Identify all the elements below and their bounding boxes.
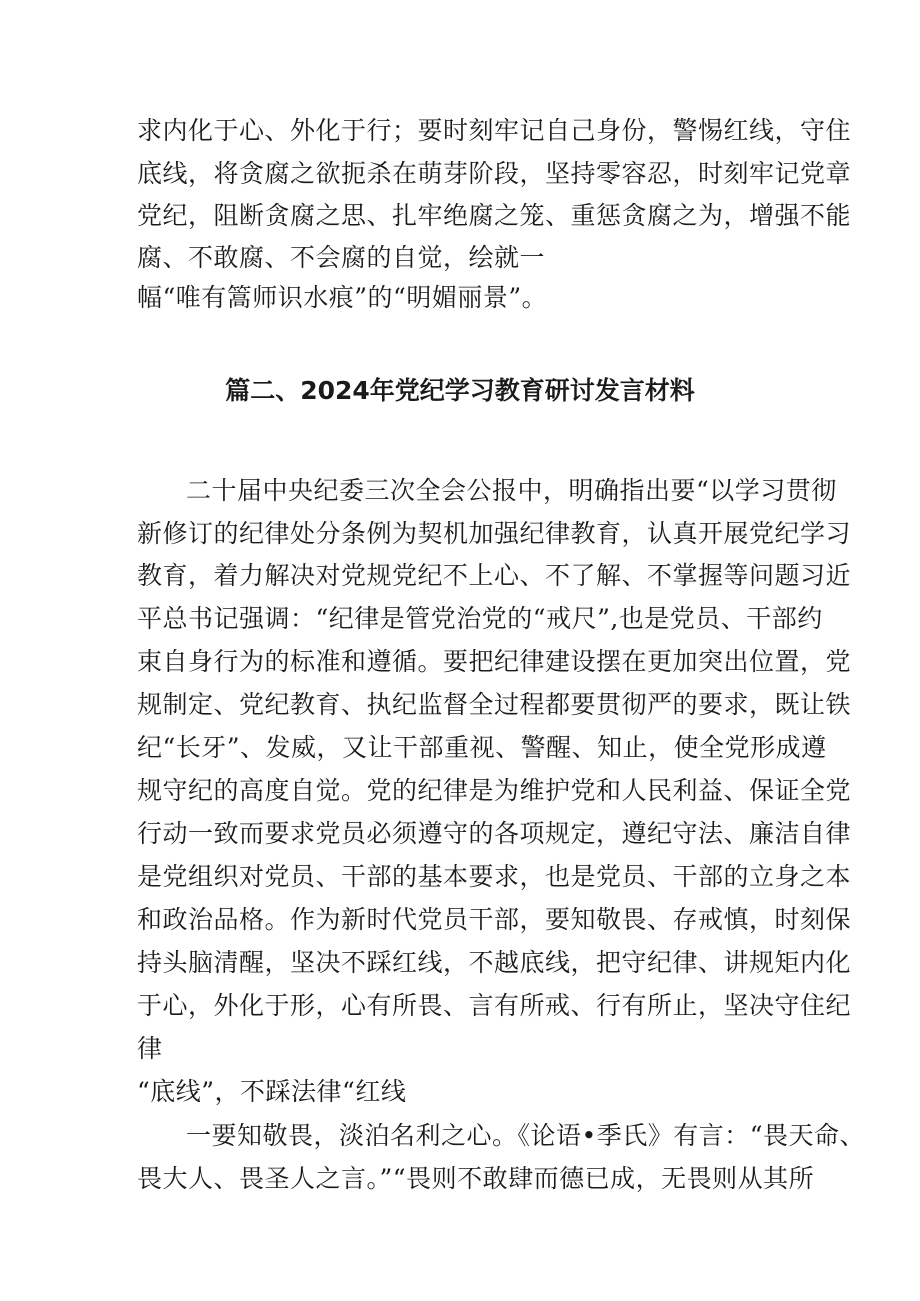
paragraph-line: 幅“唯有篙师识水痕”的“明媚丽景”。 [137, 283, 548, 312]
paragraph-line: 教育，着力解决对党规党纪不上心、不了解、不掌握等问题习近 [137, 561, 852, 590]
section-heading: 篇二、2024年党纪学习教育研讨发言材料 [225, 376, 695, 405]
paragraph-line: “底线”，不踩法律“红线 [137, 1077, 407, 1106]
paragraph-line: 一要知敬畏，淡泊名利之心。《论语•季氏》有言：“畏天命、 [186, 1121, 866, 1150]
paragraph-line: 束自身行为的标准和遵循。要把纪律建设摆在更加突出位置，党 [137, 647, 852, 676]
paragraph-line: 规制定、党纪教育、执纪监督全过程都要贯彻严的要求，既让铁 [137, 690, 852, 719]
paragraph-line: 新修订的纪律处分条例为契机加强纪律教育，认真开展党纪学习 [137, 519, 852, 548]
paragraph-line: 和政治品格。作为新时代党员干部，要知敬畏、存戒慎，时刻保 [137, 905, 852, 934]
paragraph-line: 持头脑清醒，坚决不踩红线，不越底线，把守纪律、讲规矩内化 [137, 948, 852, 977]
paragraph-line: 党纪，阻断贪腐之思、扎牢绝腐之笼、重惩贪腐之为，增强不能 [137, 201, 852, 230]
paragraph-line: 于心，外化于形，心有所畏、言有所戒、行有所止，坚决守住纪 [137, 991, 852, 1020]
paragraph-line: 平总书记强调：“纪律是管党治党的“戒尺”,也是党员、干部约 [137, 604, 823, 633]
paragraph-line: 规守纪的高度自觉。党的纪律是为维护党和人民利益、保证全党 [137, 776, 852, 805]
paragraph-line: 求内化于心、外化于行；要时刻牢记自己身份，警惕红线，守住 [137, 116, 852, 145]
paragraph-line: 底线，将贪腐之欲扼杀在萌芽阶段，坚持零容忍，时刻牢记党章 [137, 159, 852, 188]
paragraph-line: 是党组织对党员、干部的基本要求，也是党员、干部的立身之本 [137, 862, 852, 891]
paragraph-line: 行动一致而要求党员必须遵守的各项规定，遵纪守法、廉洁自律 [137, 819, 852, 848]
paragraph-line: 二十届中央纪委三次全会公报中，明确指出要“以学习贯彻 [186, 476, 837, 505]
paragraph-line: 纪“长牙”、发威，又让干部重视、警醒、知止，使全党形成遵 [137, 733, 827, 762]
paragraph-line: 畏大人、畏圣人之言。”“畏则不敢肆而德已成，无畏则从其所 [137, 1164, 815, 1193]
paragraph-line: 律 [137, 1034, 163, 1063]
paragraph-line: 腐、不敢腐、不会腐的自觉，绘就一 [137, 243, 546, 272]
